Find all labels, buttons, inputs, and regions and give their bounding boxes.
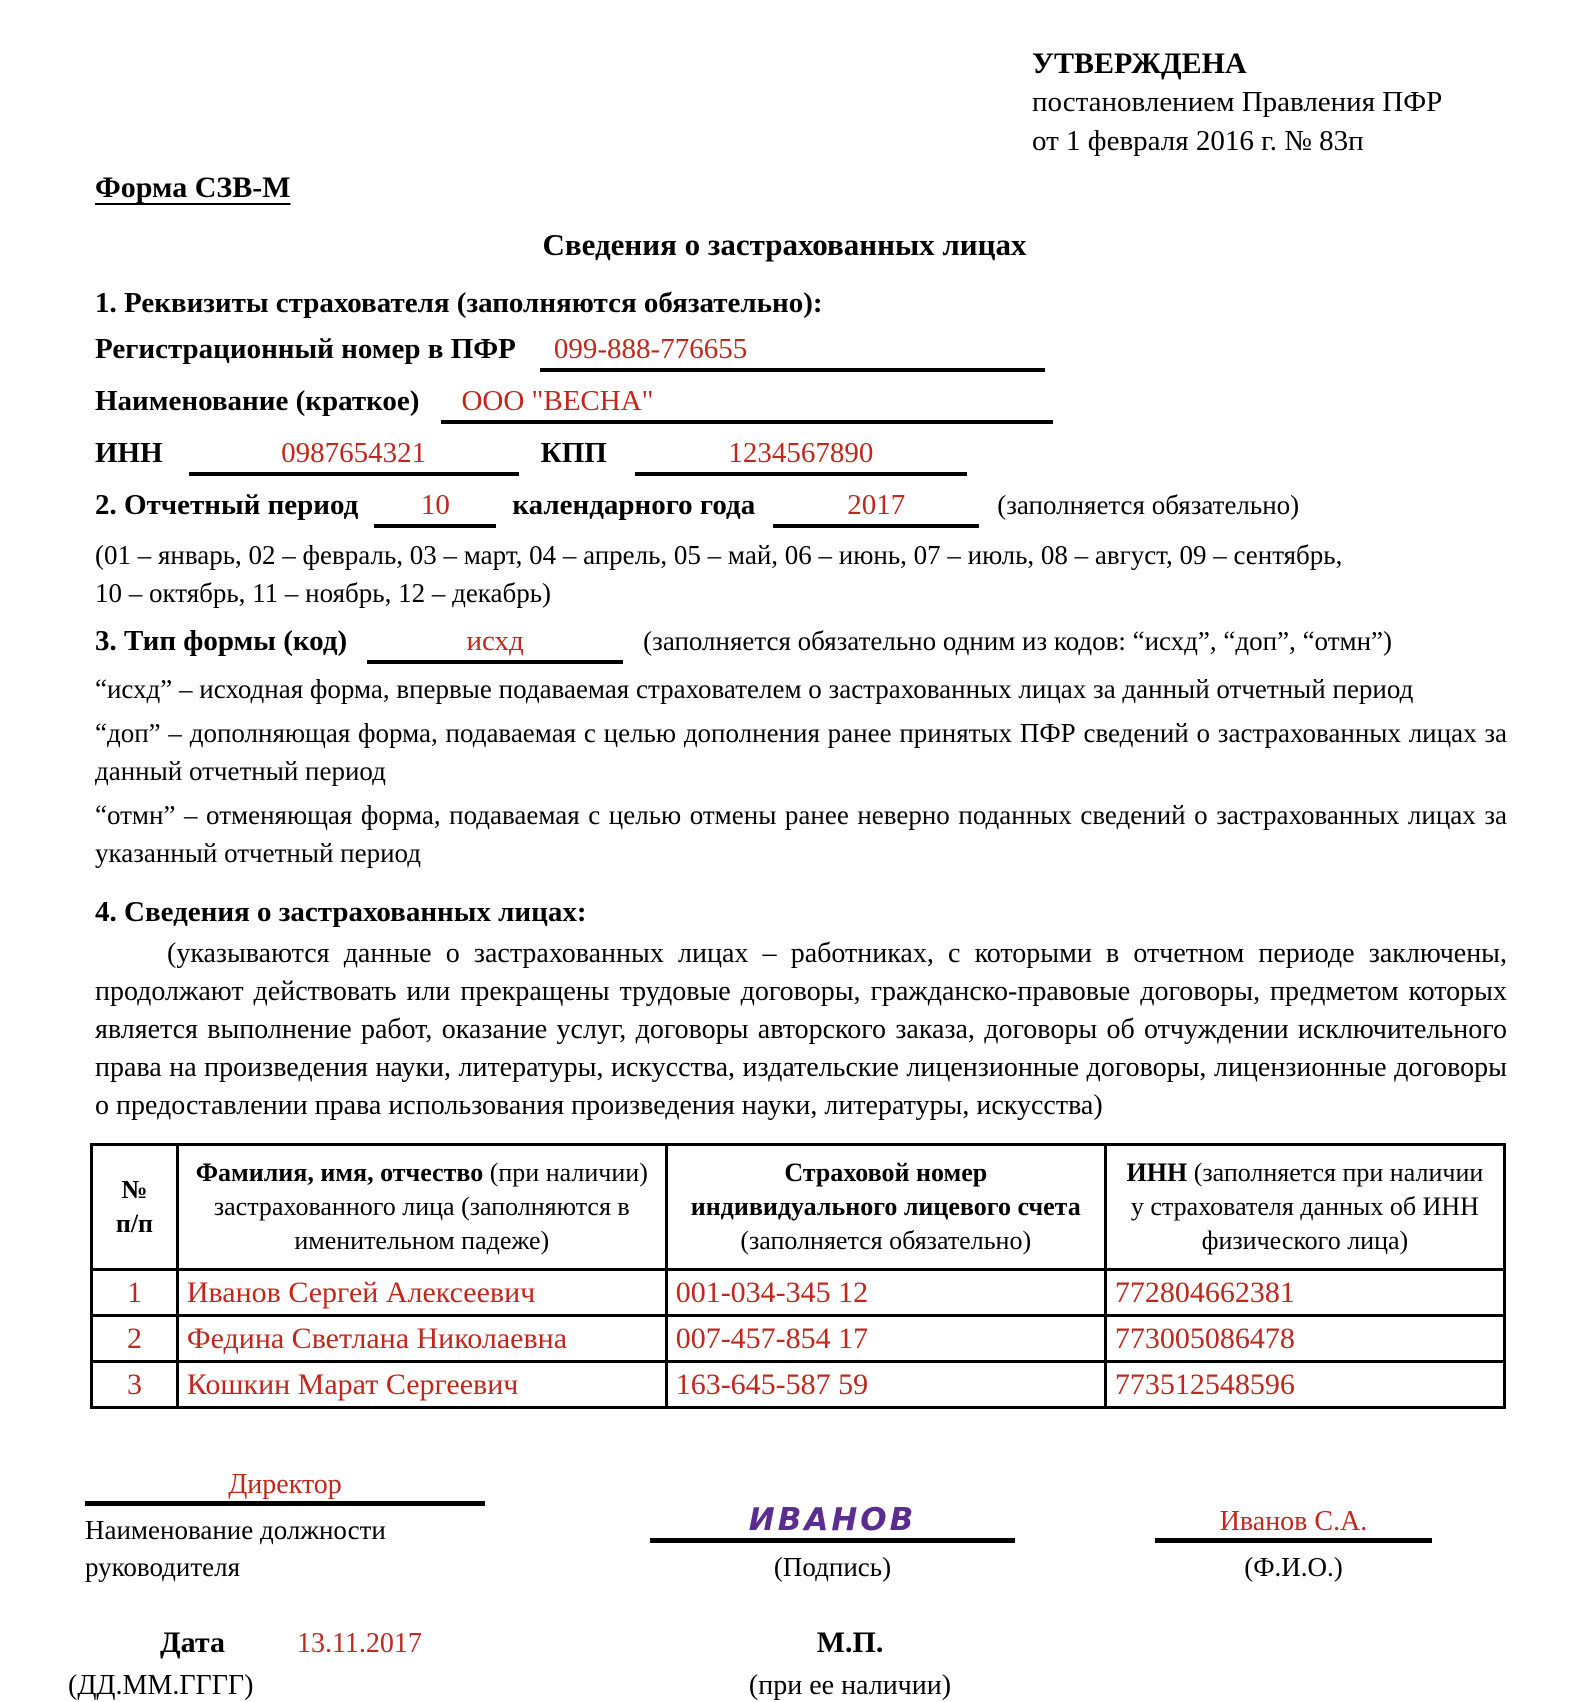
report-period-value: 10 [420, 489, 450, 521]
short-name-label: Наименование (краткое) [95, 385, 420, 417]
footer-block [68, 1626, 1507, 1702]
person-inn[interactable]: 773512548596 [1105, 1362, 1504, 1408]
person-name[interactable]: Кошкин Марат Сергеевич [177, 1362, 666, 1408]
inn-field[interactable] [189, 436, 519, 476]
date-label: Дата [160, 1626, 225, 1659]
date-field[interactable]: 13.11.2017 [296, 1628, 422, 1659]
reg-number-value: 099-888-776655 [553, 333, 748, 365]
stamp-caption: (при ее наличии) [748, 1670, 952, 1701]
table-row [92, 1362, 1505, 1408]
inn-value: 0987654321 [281, 437, 427, 469]
position-field[interactable]: Директор [228, 1469, 342, 1500]
inn-kpp-row [95, 436, 1507, 476]
row-number: 1 [92, 1270, 178, 1316]
approved-date-number: от 1 февраля 2016 г. № 83п [1032, 125, 1364, 157]
page-title: Сведения о застрахованных лицах [542, 227, 1027, 262]
signature-field[interactable]: ИВАНОВ [748, 1502, 917, 1538]
kpp-field[interactable] [635, 436, 967, 476]
table-row [92, 1316, 1505, 1362]
short-name-row [95, 384, 1507, 424]
form-type-field[interactable] [367, 624, 623, 664]
person-snils[interactable]: 001-034-345 12 [666, 1270, 1105, 1316]
col-inn-header [1105, 1145, 1504, 1270]
table-row [92, 1270, 1505, 1316]
section4-heading: 4. Сведения о застрахованных лицах: [95, 896, 587, 928]
kpp-label: КПП [540, 437, 607, 469]
months-line-1: (01 – январь, 02 – февраль, 03 – март, 04 – апрель, 05 – май, 06 – июнь, 07 – июль, 08 – август, 09 – сентябрь, [95, 540, 1343, 570]
reg-number-label: Регистрационный номер в ПФР [95, 333, 516, 365]
months-legend [95, 536, 1507, 612]
fio-caption: (Ф.И.О.) [1244, 1552, 1343, 1582]
person-inn[interactable]: 773005086478 [1105, 1316, 1504, 1362]
fio-line [1155, 1538, 1432, 1543]
col-number-line2: п/п [115, 1209, 154, 1238]
col-fullname-note: (при наличии) застрахованного лица (заполняются в именительном падеже) [213, 1158, 648, 1255]
short-name-field[interactable] [441, 384, 1053, 424]
section3-note: (заполняется обязательно одним из кодов: “исхд”, “доп”, “отмн”) [643, 626, 1392, 656]
szv-m-form-page [0, 44, 1569, 1701]
section3-heading: 3. Тип формы (код) [95, 625, 348, 657]
section2-heading-row [95, 488, 1507, 528]
approval-block [1032, 44, 1542, 161]
section4-description: (указываются данные о застрахованных лицах – работниках, с которыми в отчетном периоде заключены, продолжают действовать или прекращены трудовые договоры, гражданско-правовые договоры, предметом которых является выполнение работ, оказание услуг, договоры авторского заказа, договоры об отчуждении исключительного права на произведения науки, литературы, искусства, издательские лицензионные договоры, лицензионные договоры о предоставлении права использования произведения науки, литературы, искусства) [95, 938, 1507, 1121]
col-fullname-title: Фамилия, имя, отчество [195, 1158, 484, 1187]
row-number: 3 [92, 1362, 178, 1408]
row-number: 2 [92, 1316, 178, 1362]
stamp-label: М.П. [816, 1626, 884, 1659]
calendar-year-field[interactable] [773, 488, 979, 528]
section2-heading-2: календарного года [512, 489, 756, 521]
reg-number-field[interactable] [540, 332, 1045, 372]
calendar-year-value: 2017 [847, 489, 906, 521]
otmn-description: “отмн” – отменяющая форма, подаваемая с целью отмены ранее неверно поданных сведений о застрахованных лицах за указанный отчетный период [95, 800, 1507, 868]
person-inn[interactable]: 772804662381 [1105, 1270, 1504, 1316]
section2-note: (заполняется обязательно) [997, 490, 1300, 520]
signature-line [650, 1538, 1015, 1543]
signature-block [85, 1457, 1507, 1586]
date-format-caption: (ДД.ММ.ГГГГ) [68, 1670, 254, 1701]
col-inn-title: ИНН [1126, 1158, 1188, 1187]
col-snils-note: (заполняется обязательно) [740, 1226, 1032, 1255]
person-snils[interactable]: 163-645-587 59 [666, 1362, 1105, 1408]
col-number-header [92, 1145, 178, 1270]
date-block [68, 1626, 498, 1702]
fio-field[interactable]: Иванов С.А. [1219, 1506, 1368, 1537]
col-inn-note: (заполняется при наличии у страхователя данных об ИНН физического лица) [1130, 1158, 1484, 1255]
position-caption: Наименование должности руководителя [85, 1515, 386, 1582]
inn-label: ИНН [95, 437, 163, 469]
short-name-value: ООО "ВЕСНА" [461, 385, 654, 417]
reg-number-row [95, 332, 1507, 372]
col-snils-header [666, 1145, 1105, 1270]
person-snils[interactable]: 007-457-854 17 [666, 1316, 1105, 1362]
insured-persons-table [90, 1143, 1506, 1409]
dop-description: “доп” – дополняющая форма, подаваемая с целью дополнения ранее принятых ПФР сведений о застрахованных лицах за данный отчетный период [95, 718, 1507, 786]
col-snils-title: Страховой номер индивидуального лицевого счета [690, 1158, 1081, 1221]
table-header-row [92, 1145, 1505, 1270]
col-fullname-header [177, 1145, 666, 1270]
section1-heading: 1. Реквизиты страхователя (заполняются обязательно): [95, 287, 823, 319]
months-line-2: 10 – октябрь, 11 – ноябрь, 12 – декабрь) [95, 578, 552, 608]
ishd-description: “исхд” – исходная форма, впервые подаваемая страхователем о застрахованных лицах за данный отчетный период [95, 674, 1414, 704]
report-period-field[interactable] [374, 488, 496, 528]
approved-resolution: постановлением Правления ПФР [1032, 86, 1443, 118]
form-code-label: Форма СЗВ-М [95, 171, 291, 204]
col-number-line1: № [121, 1175, 148, 1204]
section2-heading: 2. Отчетный период [95, 489, 359, 521]
signature-caption: (Подпись) [773, 1552, 892, 1582]
form-type-value: исхд [466, 625, 524, 657]
approved-title: УТВЕРЖДЕНА [1032, 47, 1247, 80]
section3-heading-row [95, 624, 1507, 664]
person-name[interactable]: Иванов Сергей Алексеевич [177, 1270, 666, 1316]
kpp-value: 1234567890 [728, 437, 874, 469]
position-line [85, 1501, 485, 1506]
person-name[interactable]: Федина Светлана Николаевна [177, 1316, 666, 1362]
stamp-block [700, 1626, 1000, 1702]
